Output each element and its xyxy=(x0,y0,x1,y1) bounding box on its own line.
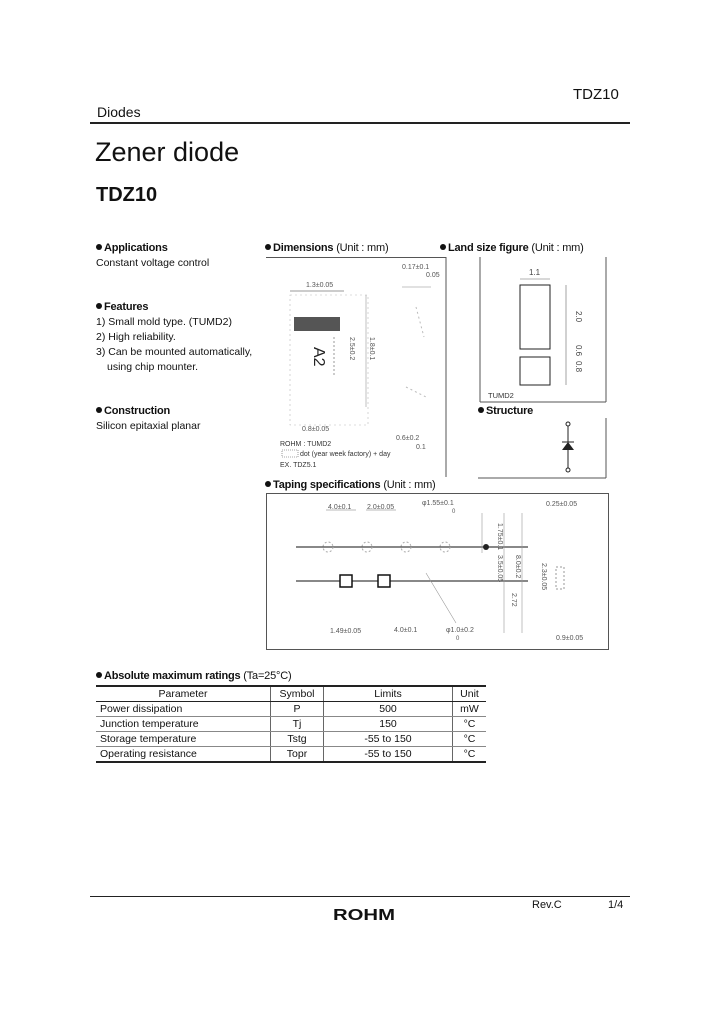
dimensions-drawing xyxy=(266,257,448,479)
feature-item: 2) High reliability. xyxy=(96,331,176,343)
svg-text:8.0±0.2: 8.0±0.2 xyxy=(514,555,521,579)
bullet-icon xyxy=(96,672,102,678)
feature-item: using chip mounter. xyxy=(107,361,199,373)
header-category: Diodes xyxy=(97,104,141,120)
svg-text:0.1: 0.1 xyxy=(416,444,426,451)
svg-text:2.5±0.2: 2.5±0.2 xyxy=(348,337,355,361)
svg-text:2.72: 2.72 xyxy=(510,593,517,607)
svg-text:ROHM: ROHM xyxy=(333,907,395,922)
zener-diode-icon xyxy=(562,442,574,450)
bullet-icon xyxy=(265,244,271,250)
page-number: 1/4 xyxy=(608,899,624,911)
svg-text:dot (year week factory) + day: dot (year week factory) + day xyxy=(300,451,391,458)
feature-item: 1) Small mold type. (TUMD2) xyxy=(96,316,232,328)
limits-cell: -55 to 150 xyxy=(324,747,453,763)
svg-text:1.3±0.05: 1.3±0.05 xyxy=(306,282,334,289)
part-number-heading: TDZ10 xyxy=(96,184,158,206)
column-header: Parameter xyxy=(96,686,271,702)
rohm-logo xyxy=(333,906,395,922)
svg-text:4.0±0.1: 4.0±0.1 xyxy=(394,627,418,634)
bullet-icon xyxy=(440,244,446,250)
unit-cell: mW xyxy=(453,702,487,717)
symbol-cell: Topr xyxy=(271,747,324,763)
svg-text:3.5±0.05: 3.5±0.05 xyxy=(496,555,503,583)
table-row xyxy=(96,747,486,763)
svg-text:1.49±0.05: 1.49±0.05 xyxy=(330,628,362,635)
bullet-icon xyxy=(96,303,102,309)
svg-text:0.05: 0.05 xyxy=(426,272,440,279)
structure-diode-symbol xyxy=(478,418,608,480)
land-size-drawing xyxy=(478,257,608,403)
parameter-cell: Storage temperature xyxy=(96,732,271,747)
svg-text:0.25±0.05: 0.25±0.05 xyxy=(546,501,578,508)
svg-text:0.8±0.05: 0.8±0.05 xyxy=(302,426,330,433)
svg-text:0.17±0.1: 0.17±0.1 xyxy=(402,264,430,271)
taping-heading: Taping specifications (Unit : mm) xyxy=(265,479,436,491)
header-rule xyxy=(90,122,630,124)
taping-drawing xyxy=(266,493,610,651)
unit-cell: °C xyxy=(453,747,487,763)
svg-text:4.0±0.1: 4.0±0.1 xyxy=(328,504,352,511)
land-pad-bottom xyxy=(520,357,550,385)
bullet-icon xyxy=(265,481,271,487)
svg-text:1.1: 1.1 xyxy=(529,268,541,277)
svg-text:2.0±0.05: 2.0±0.05 xyxy=(367,504,395,511)
limits-cell: 150 xyxy=(324,717,453,732)
construction-heading: Construction xyxy=(96,405,170,417)
parameter-cell: Power dissipation xyxy=(96,702,271,717)
table-row xyxy=(96,702,486,717)
column-header: Limits xyxy=(324,686,453,702)
column-header: Unit xyxy=(453,686,487,702)
parameter-cell: Junction temperature xyxy=(96,717,271,732)
symbol-cell: Tj xyxy=(271,717,324,732)
bullet-icon xyxy=(96,244,102,250)
svg-text:ROHM : TUMD2: ROHM : TUMD2 xyxy=(280,441,332,448)
unit-cell: °C xyxy=(453,732,487,747)
svg-text:0: 0 xyxy=(452,509,456,515)
svg-text:0.9±0.05: 0.9±0.05 xyxy=(556,635,584,642)
applications-text: Constant voltage control xyxy=(96,257,210,269)
symbol-cell: Tstg xyxy=(271,732,324,747)
symbol-cell: P xyxy=(271,702,324,717)
svg-text:0: 0 xyxy=(456,636,460,642)
svg-text:2.0: 2.0 xyxy=(574,311,583,323)
svg-text:0.6±0.2: 0.6±0.2 xyxy=(396,435,420,442)
svg-text:1.8±0.1: 1.8±0.1 xyxy=(368,337,375,361)
marking-text: A2 xyxy=(310,347,327,367)
svg-text:TUMD2: TUMD2 xyxy=(488,391,514,400)
cathode-band xyxy=(294,317,340,331)
land-size-heading: Land size figure (Unit : mm) xyxy=(440,242,584,254)
structure-heading: Structure xyxy=(478,405,533,417)
column-header: Symbol xyxy=(271,686,324,702)
ratings-table xyxy=(96,685,486,763)
applications-heading: Applications xyxy=(96,242,168,254)
svg-text:0.6: 0.6 xyxy=(574,345,583,357)
table-row xyxy=(96,732,486,747)
svg-text:φ1.0±0.2: φ1.0±0.2 xyxy=(446,627,474,634)
bullet-icon xyxy=(478,407,484,413)
header-part-number: TDZ10 xyxy=(573,86,619,103)
limits-cell: 500 xyxy=(324,702,453,717)
unit-cell: °C xyxy=(453,717,487,732)
feature-item: 3) Can be mounted automatically, xyxy=(96,346,253,358)
footer-rule xyxy=(90,896,630,897)
svg-text:2.3±0.05: 2.3±0.05 xyxy=(540,563,547,591)
svg-text:1.75±0.1: 1.75±0.1 xyxy=(496,523,503,551)
land-pad-top xyxy=(520,285,550,349)
ratings-heading: Absolute maximum ratings (Ta=25°C) xyxy=(96,670,291,682)
svg-text:EX. TDZ5.1: EX. TDZ5.1 xyxy=(280,462,317,469)
limits-cell: -55 to 150 xyxy=(324,732,453,747)
features-list xyxy=(96,315,252,375)
table-header-row xyxy=(96,686,486,702)
svg-text:φ1.55±0.1: φ1.55±0.1 xyxy=(422,500,454,507)
parameter-cell: Operating resistance xyxy=(96,747,271,763)
bullet-icon xyxy=(96,407,102,413)
revision-label: Rev.C xyxy=(532,899,562,911)
svg-text:0.8: 0.8 xyxy=(574,361,583,373)
document-title: Zener diode xyxy=(95,137,240,167)
dimensions-heading: Dimensions (Unit : mm) xyxy=(265,242,388,254)
table-row xyxy=(96,717,486,732)
construction-text: Silicon epitaxial planar xyxy=(96,420,201,432)
features-heading: Features xyxy=(96,301,148,313)
